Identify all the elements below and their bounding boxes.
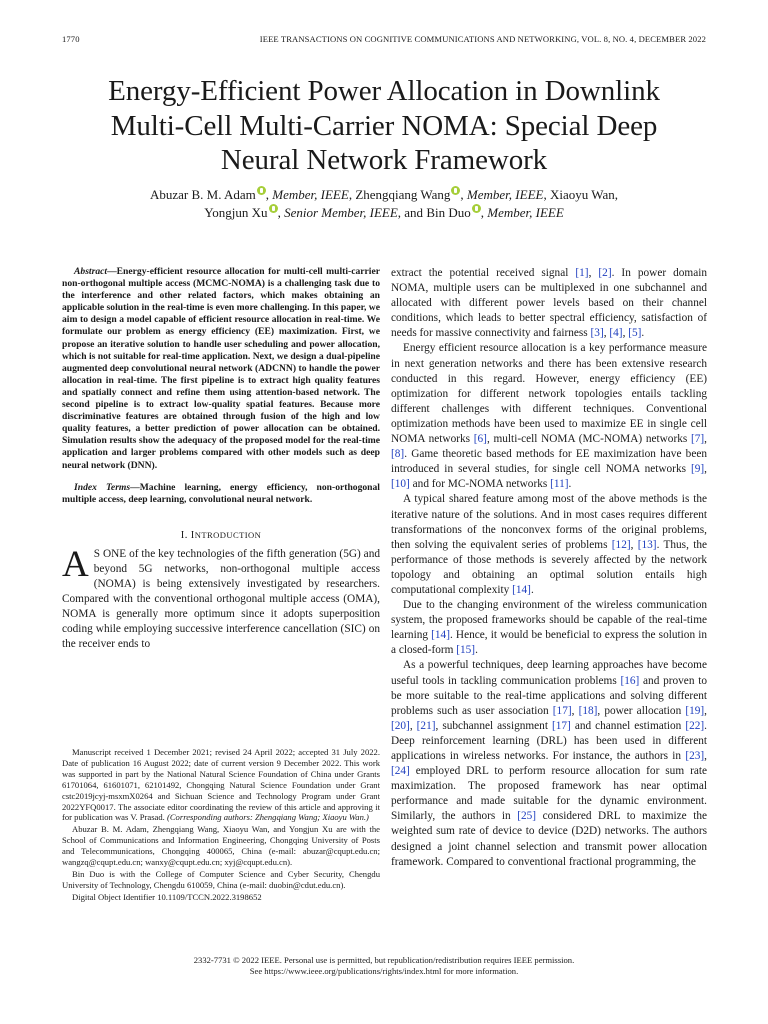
title-line-2: Multi-Cell Multi-Carrier NOMA: Special Deep	[110, 109, 658, 142]
author-role: Member, IEEE	[487, 205, 564, 220]
footnotes	[62, 737, 380, 904]
author-role: Member, IEEE	[466, 187, 544, 202]
index-terms-text: —Machine learning, energy efficiency, non-orthogonal multiple access, deep learning, convolutional neural network.	[62, 481, 380, 505]
author-name: Bin Duo	[426, 205, 471, 220]
citation-link[interactable]: [14]	[512, 583, 531, 596]
citation-link[interactable]: [18]	[578, 704, 598, 717]
citation-link[interactable]: [12]	[611, 538, 631, 551]
doi: Digital Object Identifier 10.1109/TCCN.2022.3198652	[72, 891, 262, 902]
footnote-affiliation: Abuzar B. M. Adam, Zhengqiang Wang, Xiaoyu Wan, and Yongjun Xu are with the School of Communications and Information Engineering, Chongqing University of Posts and Telecommunications, Chongqing 400065, China (e-mail: abuzar@cqupt.edu.cn; wangzq@cqupt.edu.cn; wanxy@cqupt.edu.cn; xyj@cqupt.edu.cn).	[62, 824, 380, 868]
citation-link[interactable]: [14]	[431, 629, 450, 642]
citation-link[interactable]: [1]	[575, 267, 589, 279]
footnote-affiliation: Bin Duo is with the College of Computer Science and Cyber Security, Chengdu University of Technology, Chengdu 610059, China (e-mail: duobin@cdut.edu.cn).	[62, 868, 380, 890]
footnote-manuscript: Manuscript received 1 December 2021; revised 24 April 2022; accepted 31 July 2022. Date of publication 16 August 2022; date of current version 9 December 2022. This work was supported in part by the National Natural Science Foundation of China under Grants 61701064, 61601071, 62101492, Chongqing Natural Science Foundation under Grant cstc2019jcyj-msxmX0264 and Sichuan Science and Technology Program under Grant 2022YFQ0017. The associate editor coordinating the review of this article and approving it for publication was V. Prasad. (Corresponding authors: Zhengqiang Wang; Xiaoyu Wan.)	[62, 747, 380, 823]
orcid-icon[interactable]	[269, 204, 278, 213]
right-column	[391, 266, 707, 870]
citation-link[interactable]: [15]	[456, 644, 476, 657]
author-name: Zhengqiang Wang	[355, 187, 451, 202]
citation-link[interactable]: [3]	[590, 327, 604, 340]
author-list: Abuzar B. M. Adam , Member, IEEE, Zhengqiang Wang , Member, IEEE, Xiaoyu Wan, Yongjun Xu , Senior Member, IEEE, and Bin Duo , Member, IEEE	[149, 187, 618, 220]
body-paragraph: As a powerful techniques, deep learning approaches have become useful tools in tackling communication problems [16] and proven to be more suitable to the real-time applications and solving different problems such as user association [17], [18], power allocation [19], [20], [21], subchannel assignment [17] and channel estimation [22]. Deep reinforcement learning (DRL) has been used in different applications in wireless networks. For instance, the authors in [23], [24] employed DRL to perform resource allocation for sum rate maximization. The proposed framework has near optimal performance and made suitable for the dynamic environment. Similarly, the authors in [25] considered DRL to maximize the weighted sum rate of device to device (D2D) networks. The authors designed a joint channel selection and transmit power allocation framework. Compared to conventional fractional programming, the	[391, 659, 708, 868]
index-terms-lead: Index Terms	[74, 481, 131, 493]
section-numeral: I. I	[180, 529, 195, 541]
author-role: Senior Member, IEEE	[284, 205, 398, 220]
author-name: Yongjun Xu	[204, 205, 268, 220]
abstract	[62, 266, 380, 472]
citation-link[interactable]: [17]	[552, 704, 572, 717]
citation-link[interactable]: [5]	[628, 327, 642, 340]
intro-text: S ONE of the key technologies of the fifth generation (5G) and beyond 5G networks, non-orthogonal multiple access (NOMA) is being extensively investigated by researchers. Compared with the conventional orthogonal multiple access (OMA), NOMA is generally more optimum since it adopts superposition coding while employing successive interference cancellation (SIC) on the receiver ends to	[62, 547, 380, 651]
orcid-icon[interactable]	[257, 186, 266, 195]
citation-link[interactable]: [4]	[609, 327, 623, 340]
journal-name: IEEE TRANSACTIONS ON COGNITIVE COMMUNICATIONS AND NETWORKING, VOL. 8, NO. 4, DECEMBER 2022	[259, 34, 706, 44]
citation-link[interactable]: [16]	[620, 674, 640, 687]
page-number: 1770	[62, 34, 80, 44]
citation-link[interactable]: [22]	[685, 719, 705, 732]
citation-link[interactable]: [7]	[690, 433, 705, 446]
copyright-line: See https://www.ieee.org/publications/rights/index.html for more information.	[249, 966, 519, 976]
citation-link[interactable]: [10]	[391, 478, 410, 491]
abstract-text: —Energy-efficient resource allocation for multi-cell multi-carrier non-orthogonal multiple access (MCMC-NOMA) is a challenging task due to the interference and other related factors, which makes obtaining an applicable solution in the real-time is even more challenging. In this paper, we aim to design a model capable of efficient resource allocation in real-time. We formulate our problem as energy efficiency (EE) maximization. First, we propose an iterative solution to handle user scheduling and power allocation, which is not suitable for real-time application. Next, we design a dual-pipeline augmented deep convolutional neural network (ADCNN) to handle the power allocation in real-time. The first pipeline is to extract high quality features and spatially connect and refine them using attention-based network. The second pipeline is to extract low-quality spatial features. Because more discriminative features are obtained through fusion of the high and low quality features, a better prediction of power allocation can be obtained. Simulation results show the adequacy of the proposed model for the real-time application and larger problems compared with other models such as deep neural network (DNN).	[62, 266, 380, 471]
orcid-icon[interactable]	[451, 186, 460, 195]
title-line-1: Energy-Efficient Power Allocation in Downlink	[108, 75, 660, 107]
body-paragraph: Due to the changing environment of the wireless communication system, the proposed frameworks should be capable of the real-time learning [14]. Hence, it would be beneficial to express the solution in a closed-form [15].	[391, 599, 707, 657]
author-name: Abuzar B. M. Adam	[149, 187, 256, 202]
body-paragraph: A typical shared feature among most of the above methods is the iterative nature of the solutions. And in most cases requires different transformations of the nonconvex forms of the original problems, then solving the equivalent series of problems [12], [13]. Thus, the performance of those methods is severely affected by the network topology and obtaining an optimal solution entails high computational complexity [14].	[391, 493, 708, 596]
citation-link[interactable]: [9]	[690, 463, 705, 476]
author-conjunction: and	[404, 205, 424, 220]
citation-link[interactable]: [11]	[550, 478, 569, 491]
citation-link[interactable]: [24]	[391, 765, 410, 778]
section-title: NTRODUCTION	[194, 529, 262, 540]
citation-link[interactable]: [2]	[598, 267, 612, 279]
citation-link[interactable]: [13]	[637, 538, 657, 551]
copyright-line: 2332-7731 © 2022 IEEE. Personal use is permitted, but republication/redistribution requires IEEE permission.	[193, 955, 575, 965]
author-role: Member, IEEE	[272, 187, 349, 202]
orcid-icon[interactable]	[472, 204, 481, 213]
section-heading-introduction	[62, 530, 380, 541]
running-header	[62, 34, 706, 48]
abstract-lead: Abstract	[74, 266, 108, 277]
paper-title	[40, 74, 728, 178]
citation-link[interactable]: [17]	[551, 719, 571, 732]
body-paragraph: Energy efficient resource allocation is a key performance measure in next generation networks and there has been extensive research conducted in this regard. However, energy efficiency (EE) optimization for different network topologies entails tackling different challenges with different techniques. Conventional optimization methods have been used to maximize EE in single cell NOMA networks [6], multi-cell NOMA (MC-NOMA) networks [7], [8]. Game theoretic based methods for EE maximization have been introduced in several studies, for single cell NOMA networks [9], [10] and for MC-NOMA networks [11].	[391, 342, 707, 491]
copyright-notice	[62, 955, 706, 977]
citation-link[interactable]: [23]	[685, 750, 705, 762]
citation-link[interactable]: [25]	[517, 810, 537, 823]
title-line-3: Neural Network Framework	[220, 144, 548, 176]
intro-paragraph	[62, 543, 380, 653]
author-name: Xiaoyu Wan,	[549, 187, 618, 202]
citation-link[interactable]: [21]	[416, 719, 436, 732]
citation-link[interactable]: [8]	[391, 448, 405, 461]
citation-link[interactable]: [6]	[473, 433, 487, 446]
citation-link[interactable]: [19]	[685, 704, 705, 717]
citation-link[interactable]: [20]	[391, 719, 410, 732]
left-column	[62, 266, 380, 652]
index-terms	[62, 482, 380, 506]
drop-cap: A	[62, 543, 89, 585]
body-paragraph: extract the potential received signal [1], [2]. In power domain NOMA, multiple users can be multiplexed in one subchannel and allocated with different power levels based on their channel conditions, which leads to better spectral efficiency, satisfaction of needs for massive connectivity and fairness [3], [4], [5].	[391, 267, 707, 340]
